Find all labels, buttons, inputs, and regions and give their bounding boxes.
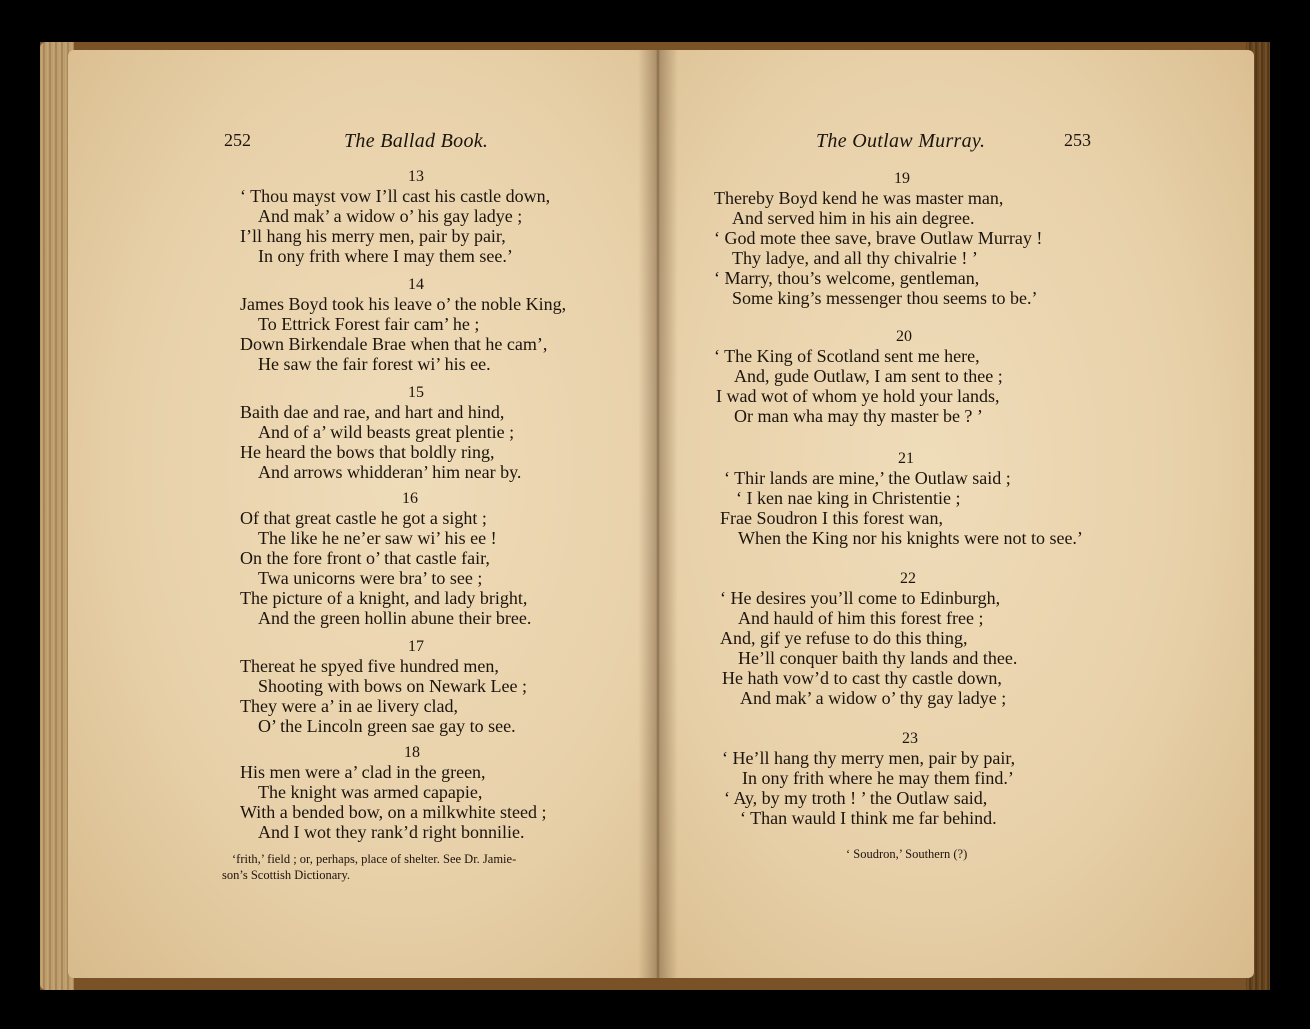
verse-line: ‘ Than wauld I think me far behind. (740, 808, 997, 828)
verse-line: Baith dae and rae, and hart and hind, (240, 402, 505, 422)
right-page-number: 253 (1064, 130, 1091, 150)
verse-line: Some king’s messenger thou seems to be.’ (732, 288, 1038, 308)
verse-line: On the fore front o’ that castle fair, (240, 548, 490, 568)
stanza-number: 22 (900, 570, 916, 587)
stanza-number: 15 (408, 384, 424, 401)
stanza-number: 16 (402, 490, 418, 507)
book-gutter (638, 50, 678, 978)
footnote-line: son’s Scottish Dictionary. (222, 868, 351, 882)
verse-line: And, gif ye refuse to do this thing, (720, 628, 968, 648)
left-page (68, 50, 672, 978)
verse-line: ‘ He desires you’ll come to Edinburgh, (720, 588, 1001, 608)
verse-line: And hauld of him this forest free ; (738, 608, 984, 628)
stanza-number: 17 (408, 638, 424, 655)
verse-line: And, gude Outlaw, I am sent to thee ; (734, 366, 1003, 386)
verse-line: Frae Soudron I this forest wan, (720, 508, 943, 528)
stanza-number: 20 (896, 328, 912, 345)
verse-line: Thereat he spyed five hundred men, (240, 656, 499, 676)
verse-line: He’ll conquer baith thy lands and thee. (738, 648, 1018, 668)
verse-line: I’ll hang his merry men, pair by pair, (240, 226, 506, 246)
verse-line: ‘ The King of Scotland sent me here, (714, 346, 980, 366)
verse-line: ‘ Thou mayst vow I’ll cast his castle down, (240, 186, 551, 206)
left-page-number: 252 (224, 130, 251, 150)
verse-line: And I wot they rank’d right bonnilie. (258, 822, 525, 842)
stanza-number: 23 (902, 730, 918, 747)
verse-line: The picture of a knight, and lady bright, (240, 588, 528, 608)
verse-line: Shooting with bows on Newark Lee ; (258, 676, 527, 696)
stanza-number: 14 (408, 276, 424, 293)
open-book (40, 42, 1270, 990)
verse-line: When the King nor his knights were not to see.’ (738, 528, 1083, 548)
right-running-head: The Outlaw Murray. (816, 130, 986, 152)
verse-line: His men were a’ clad in the green, (240, 762, 486, 782)
verse-line: With a bended bow, on a milkwhite steed ; (240, 802, 547, 822)
verse-line: Down Birkendale Brae when that he cam’, (240, 334, 548, 354)
stanza-number: 18 (404, 744, 420, 761)
stanza-number: 21 (898, 450, 914, 467)
verse-line: ‘ God mote thee save, brave Outlaw Murray ! (714, 228, 1043, 248)
verse-line: ‘ Marry, thou’s welcome, gentleman, (714, 268, 980, 288)
right-page (662, 50, 1254, 978)
verse-line: The knight was armed capapie, (258, 782, 483, 802)
verse-line: In ony frith where he may them find.’ (742, 768, 1014, 788)
verse-line: And the green hollin abune their bree. (258, 608, 532, 628)
verse-line: And mak’ a widow o’ his gay ladye ; (258, 206, 523, 226)
verse-line: And arrows whidderan’ him near by. (258, 462, 522, 482)
verse-line: O’ the Lincoln green sae gay to see. (258, 716, 516, 736)
verse-line: The like he ne’er saw wi’ his ee ! (258, 528, 497, 548)
verse-line: James Boyd took his leave o’ the noble King, (240, 294, 567, 314)
verse-line: Thy ladye, and all thy chivalrie ! ’ (732, 248, 978, 268)
verse-line: They were a’ in ae livery clad, (240, 696, 459, 716)
verse-line: I wad wot of whom ye hold your lands, (716, 386, 1000, 406)
footnote-line: ‘ Soudron,’ Southern (?) (846, 847, 968, 861)
verse-line: Of that great castle he got a sight ; (240, 508, 487, 528)
verse-line: And of a’ wild beasts great plentie ; (258, 422, 515, 442)
verse-line: And served him in his ain degree. (732, 208, 975, 228)
verse-line: He heard the bows that boldly ring, (240, 442, 495, 462)
verse-line: In ony frith where I may them see.’ (258, 246, 513, 266)
stanza-number: 19 (894, 170, 910, 187)
verse-line: He hath vow’d to cast thy castle down, (722, 668, 1002, 688)
verse-line: To Ettrick Forest fair cam’ he ; (258, 314, 480, 334)
verse-line: Or man wha may thy master be ? ’ (734, 406, 983, 426)
verse-line: Thereby Boyd kend he was master man, (714, 188, 1004, 208)
verse-line: ‘ Ay, by my troth ! ’ the Outlaw said, (724, 788, 988, 808)
stanza-number: 13 (408, 168, 424, 185)
verse-line: ‘ I ken nae king in Christentie ; (736, 488, 961, 508)
verse-line: He saw the fair forest wi’ his ee. (258, 354, 491, 374)
verse-line: ‘ Thir lands are mine,’ the Outlaw said ; (724, 468, 1011, 488)
left-running-head: The Ballad Book. (344, 130, 489, 152)
verse-line: And mak’ a widow o’ thy gay ladye ; (740, 688, 1007, 708)
footnote-line: ‘frith,’ field ; or, perhaps, place of shelter. See Dr. Jamie- (232, 852, 517, 866)
verse-line: ‘ He’ll hang thy merry men, pair by pair, (722, 748, 1016, 768)
verse-line: Twa unicorns were bra’ to see ; (258, 568, 483, 588)
